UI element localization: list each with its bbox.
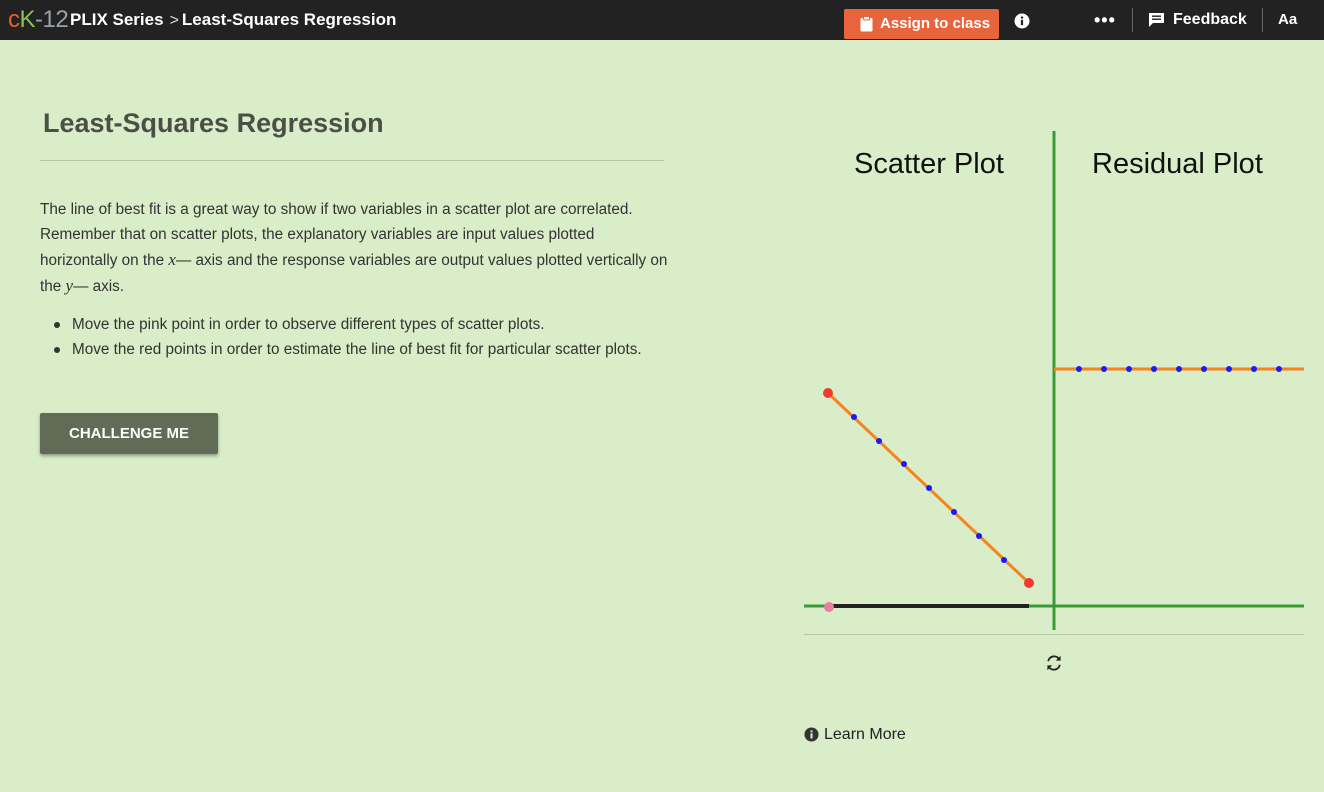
residual-point	[1201, 366, 1207, 372]
challenge-me-button[interactable]: CHALLENGE ME	[40, 413, 218, 454]
data-point	[876, 438, 882, 444]
breadcrumb-separator: >	[169, 12, 179, 29]
residual-point	[1101, 366, 1107, 372]
breadcrumb-page: Least-Squares Regression	[181, 10, 397, 29]
feedback-label: Feedback	[1173, 11, 1247, 28]
plot-bottom-divider	[804, 634, 1304, 635]
ck12-logo[interactable]: cK-12	[8, 6, 69, 33]
residual-point	[1126, 366, 1132, 372]
divider	[1132, 8, 1133, 32]
title-divider	[40, 160, 664, 161]
refresh-icon[interactable]	[1045, 654, 1063, 672]
list-item: Move the pink point in order to observe different types of scatter plots.	[40, 312, 670, 337]
intro-paragraph: The line of best fit is a great way to show if two variables in a scatter plot are correlated. Remember that on scatter plots, the explanatory variables are input values plotted horizontally on the x— axis and the response variables are output values plotted vertically on the y— axis.	[40, 201, 668, 295]
data-point	[951, 509, 957, 515]
scatter-plot-title: Scatter Plot	[854, 148, 1004, 180]
learn-more-label: Learn More	[824, 726, 906, 743]
residual-points	[1076, 366, 1282, 372]
feedback-icon	[1148, 12, 1165, 28]
residual-point	[1176, 366, 1182, 372]
red-handle-point[interactable]	[1024, 578, 1034, 588]
residual-point	[1251, 366, 1257, 372]
y-variable: y	[65, 276, 74, 295]
data-point	[1001, 557, 1007, 563]
data-point	[851, 414, 857, 420]
top-bar	[0, 0, 1324, 40]
assign-to-class-label: Assign to class	[880, 15, 991, 32]
residual-plot-title: Residual Plot	[1092, 148, 1263, 180]
list-item: Move the red points in order to estimate the line of best fit for particular scatter plots.	[40, 337, 670, 362]
font-size-button[interactable]: Aa	[1278, 11, 1298, 28]
breadcrumb-series[interactable]: PLIX Series	[70, 10, 164, 29]
divider	[1262, 8, 1263, 32]
data-point	[926, 485, 932, 491]
residual-point	[1076, 366, 1082, 372]
data-point	[976, 533, 982, 539]
assign-to-class-button[interactable]	[844, 9, 999, 39]
residual-point	[1226, 366, 1232, 372]
clipboard-icon	[860, 16, 873, 32]
red-handle-point[interactable]	[823, 388, 833, 398]
info-icon[interactable]	[1014, 13, 1030, 29]
data-point	[901, 461, 907, 467]
residual-point	[1151, 366, 1157, 372]
x-variable: x	[168, 250, 176, 269]
pink-point[interactable]	[824, 602, 834, 612]
page-title: Least-Squares Regression	[43, 108, 384, 138]
residual-point	[1276, 366, 1282, 372]
more-options-button[interactable]: •••	[1094, 10, 1116, 30]
instruction-list	[40, 312, 670, 362]
info-icon	[804, 727, 819, 742]
breadcrumb	[70, 10, 396, 31]
interactive-plot	[760, 120, 1310, 640]
